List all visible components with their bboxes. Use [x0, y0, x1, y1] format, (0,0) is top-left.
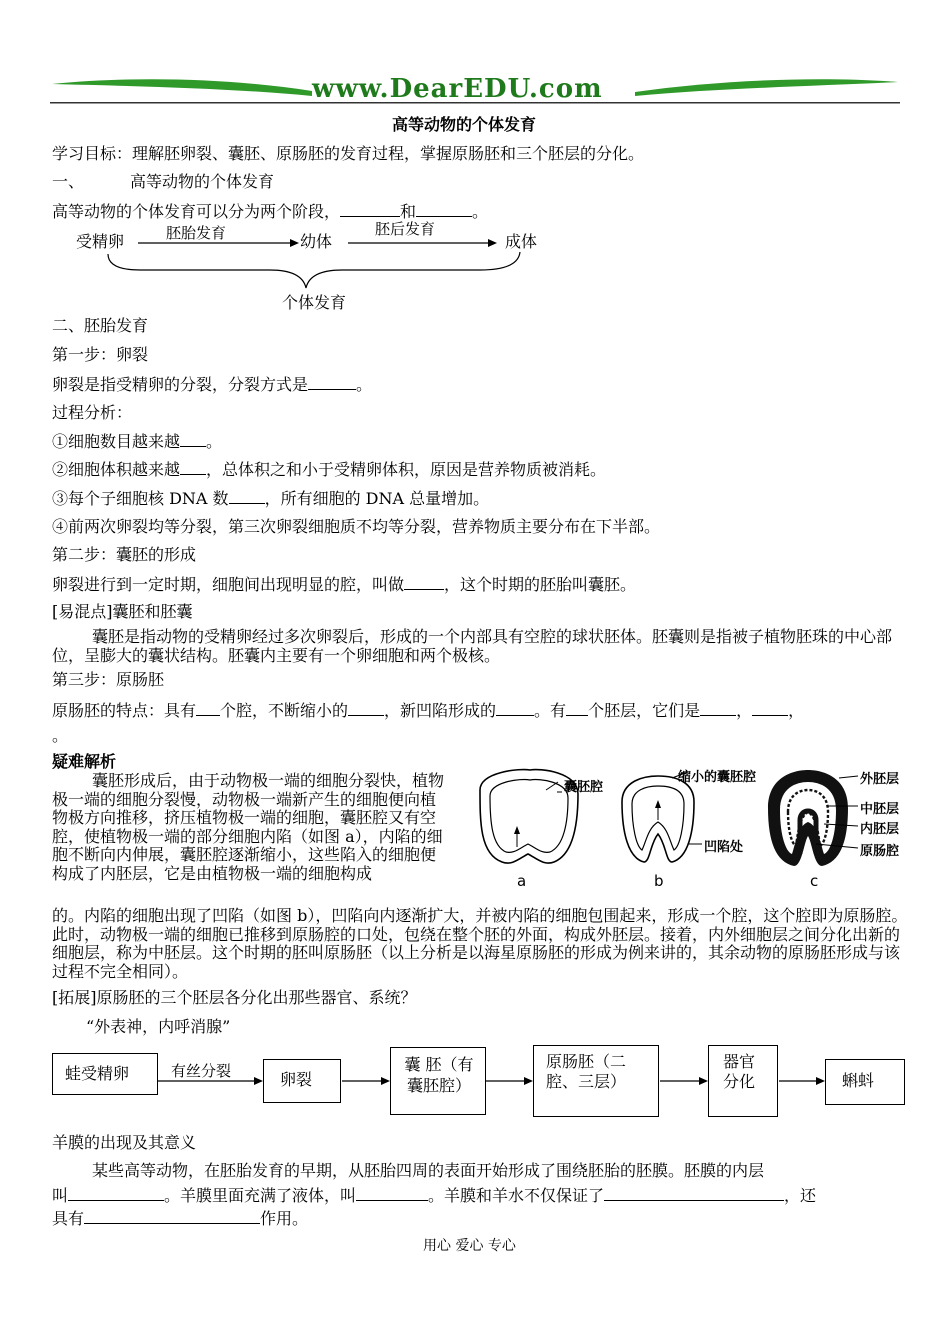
diagram-brace-label: 个体发育: [282, 293, 347, 312]
figure-c-gastrula: [768, 770, 848, 866]
analysis-item1: [52, 431, 222, 452]
blank[interactable]: [700, 700, 736, 716]
flow-box-blastula: [390, 1047, 486, 1115]
amnion-line3: [52, 1208, 308, 1229]
item2-text: ②细胞体积越来越: [52, 460, 181, 479]
analysis-item2: [52, 459, 606, 480]
item1-text: ①细胞数目越来越: [52, 432, 181, 451]
amnion-text-d: ，还: [784, 1186, 817, 1205]
amnion-text-a: 叫: [52, 1186, 69, 1205]
difficulty-paragraph-full: 的。内陷的细胞出现了凹陷（如图 b），凹陷向内逐渐扩大，并被内陷的细胞包围起来，形成一个腔，这个腔即为原肠腔。此时，动物极一端的细胞已推移到原肠腔的口处，包绕在整个胚的外面，构成外胚层。接着，内外细胞层之间分化出新的细胞层，称为中胚层。这个时期的胚叫原肠胚（以上分析是以海星原肠胚的形成为例来讲的，其余动物的原肠胚形成与该过程不完全相同）。: [52, 906, 908, 981]
section1-heading: 高等动物的个体发育: [130, 172, 275, 191]
flow-box-gastrula: [533, 1045, 659, 1117]
blank[interactable]: [340, 201, 400, 217]
gastrula-text-b: 个腔，不断缩小的: [220, 701, 349, 720]
blank[interactable]: [604, 1185, 784, 1201]
amnion-heading: 羊膜的出现及其意义: [52, 1133, 197, 1152]
label-blastocoel-b: 缩小的囊胚腔: [678, 770, 757, 785]
step2: 第二步：囊胚的形成: [52, 545, 197, 564]
blank[interactable]: [68, 1185, 164, 1201]
blank[interactable]: [180, 459, 206, 475]
flow-box-fertilized-egg: [52, 1053, 158, 1095]
difficulty-heading: 疑难解析: [52, 752, 117, 771]
diagram-arrow2-label: 胚后发育: [375, 220, 436, 238]
amnion-line2: [52, 1185, 816, 1206]
blank[interactable]: [566, 700, 588, 716]
blank[interactable]: [752, 700, 788, 716]
label-ectoderm: 外胚层: [860, 772, 900, 787]
blastula-text: 卵裂进行到一定时期，细胞间出现明显的腔，叫做: [52, 575, 405, 594]
gastrula-features: [52, 700, 804, 721]
amnion-text-c: 。羊膜和羊水不仅保证了: [428, 1186, 605, 1205]
caption-b: b: [654, 872, 664, 890]
figure-b-invagination: [622, 776, 694, 862]
label-invagination: 凹陷处: [704, 840, 744, 855]
flow-box5-label: 器官分化: [723, 1052, 756, 1091]
caption-a: a: [517, 872, 527, 890]
amnion-text-f: 作用。: [260, 1209, 309, 1228]
blastula-end: ，这个时期的胚胎叫囊胚。: [444, 575, 637, 594]
section1-number: 一、: [52, 172, 85, 191]
section2-heading: 二、胚胎发育: [52, 316, 149, 335]
confusion-paragraph: 囊胚是指动物的受精卵经过多次卵裂后，形成的一个内部具有空腔的球状胚体。胚囊则是指被子植物胚珠的中心部位，呈膨大的囊状结构。胚囊内主要有一个卵细胞和两个极核。: [52, 627, 893, 665]
blank[interactable]: [348, 700, 384, 716]
gastrula-text-d: 。有: [534, 701, 567, 720]
label-endoderm: 内胚层: [860, 822, 900, 837]
gastrula-text-g: ，: [788, 701, 805, 720]
stages-text: 高等动物的个体发育可以分为两个阶段，: [52, 202, 341, 221]
diagram-start: 受精卵: [76, 232, 125, 251]
stages-and: 和: [400, 202, 417, 221]
gastrula-text-e: 个胚层，它们是: [588, 701, 701, 720]
gastrula-text-f: ，: [736, 701, 753, 720]
item1-end: 。: [206, 432, 223, 451]
flow-box1-label: 蛙受精卵: [65, 1064, 130, 1083]
flow-box3-label: 囊 胚（有囊胚腔）: [404, 1055, 474, 1095]
analysis-heading: 过程分析：: [52, 403, 133, 422]
flow-arrow-label: 有丝分裂: [171, 1062, 232, 1080]
label-blastocoel-a: 囊胚腔: [564, 780, 604, 795]
learning-objective: 学习目标：理解胚卵裂、囊胚、原肠胚的发育过程，掌握原肠胚和三个胚层的分化。: [52, 144, 645, 163]
blank[interactable]: [404, 574, 444, 590]
blank[interactable]: [496, 700, 534, 716]
gastrula-end: 。: [52, 726, 69, 745]
cleavage-def: [52, 374, 372, 395]
blank[interactable]: [416, 201, 472, 217]
flow-box2-label: 卵裂: [280, 1070, 313, 1089]
blank[interactable]: [180, 431, 206, 447]
step1: 第一步：卵裂: [52, 345, 149, 364]
label-mesoderm: 中胚层: [860, 802, 900, 817]
page-title: 高等动物的个体发育: [392, 115, 537, 134]
blank[interactable]: [229, 488, 265, 504]
confusion-heading: [易混点]囊胚和胚囊: [52, 602, 193, 621]
step3: 第三步：原肠胚: [52, 670, 165, 689]
item3-end: ，所有细胞的 DNA 总量增加。: [264, 489, 490, 508]
diagram-end: 成体: [505, 232, 538, 251]
flow-box-cleavage: [263, 1059, 341, 1103]
flow-box-organogenesis: [708, 1045, 778, 1117]
cleavage-text: 卵裂是指受精卵的分裂，分裂方式是: [52, 375, 309, 394]
extension-motto: “外表神，内呼消腺”: [86, 1017, 231, 1036]
label-archenteron: 原肠腔: [860, 844, 900, 859]
analysis-item4: ④前两次卵裂均等分裂，第三次卵裂细胞质不均等分裂，营养物质主要分布在下半部。: [52, 517, 661, 536]
diagram-middle: 幼体: [300, 232, 333, 251]
blank[interactable]: [308, 374, 356, 390]
item3-text: ③每个子细胞核 DNA 数: [52, 489, 229, 508]
difficulty-paragraph-side: 囊胚形成后，由于动物极一端的细胞分裂快，植物极一端的细胞分裂慢，动物极一端新产生的细胞便向植物极方向推移，挤压植物极一端的细胞，囊胚腔又有空腔，使植物极一端的部分细胞内陷（如图 a），内陷的细胞不断向内伸展，囊胚腔逐渐缩小，这些陷入的细胞便构成了内胚层，它是由植物极一端的细胞构成: [52, 771, 445, 883]
diagram-arrow1-label: 胚胎发育: [166, 224, 227, 242]
item2-end: ，总体积之和小于受精卵体积，原因是营养物质被消耗。: [206, 460, 607, 479]
gastrula-text-a: 原肠胚的特点：具有: [52, 701, 197, 720]
amnion-line1: 某些高等动物，在胚胎发育的早期，从胚胎四周的表面开始形成了围绕胚胎的胚膜。胚膜的内层: [92, 1161, 765, 1180]
blank[interactable]: [356, 1185, 428, 1201]
flow-box-tadpole: [825, 1059, 905, 1105]
blastula-def: [52, 574, 636, 595]
page-footer: 用心 爱心 专心: [423, 1238, 516, 1254]
blank[interactable]: [84, 1208, 260, 1224]
analysis-item3: [52, 488, 489, 509]
development-arrows: [70, 230, 530, 300]
caption-c: c: [810, 872, 819, 890]
amnion-text-e: 具有: [52, 1209, 85, 1228]
gastrula-text-c: ，新凹陷形成的: [384, 701, 497, 720]
blank[interactable]: [196, 700, 220, 716]
header-logo-text: www.DearEDU.com: [312, 74, 603, 104]
amnion-text-b: 。羊膜里面充满了液体，叫: [164, 1186, 357, 1205]
flow-box6-label: 蝌蚪: [842, 1071, 875, 1090]
cleavage-end: 。: [356, 375, 373, 394]
flow-box4-label: 原肠胚（二腔、三层）: [546, 1052, 627, 1091]
extension-heading: [拓展]原肠胚的三个胚层各分化出那些器官、系统？: [52, 988, 417, 1007]
stages-end: 。: [472, 202, 489, 221]
